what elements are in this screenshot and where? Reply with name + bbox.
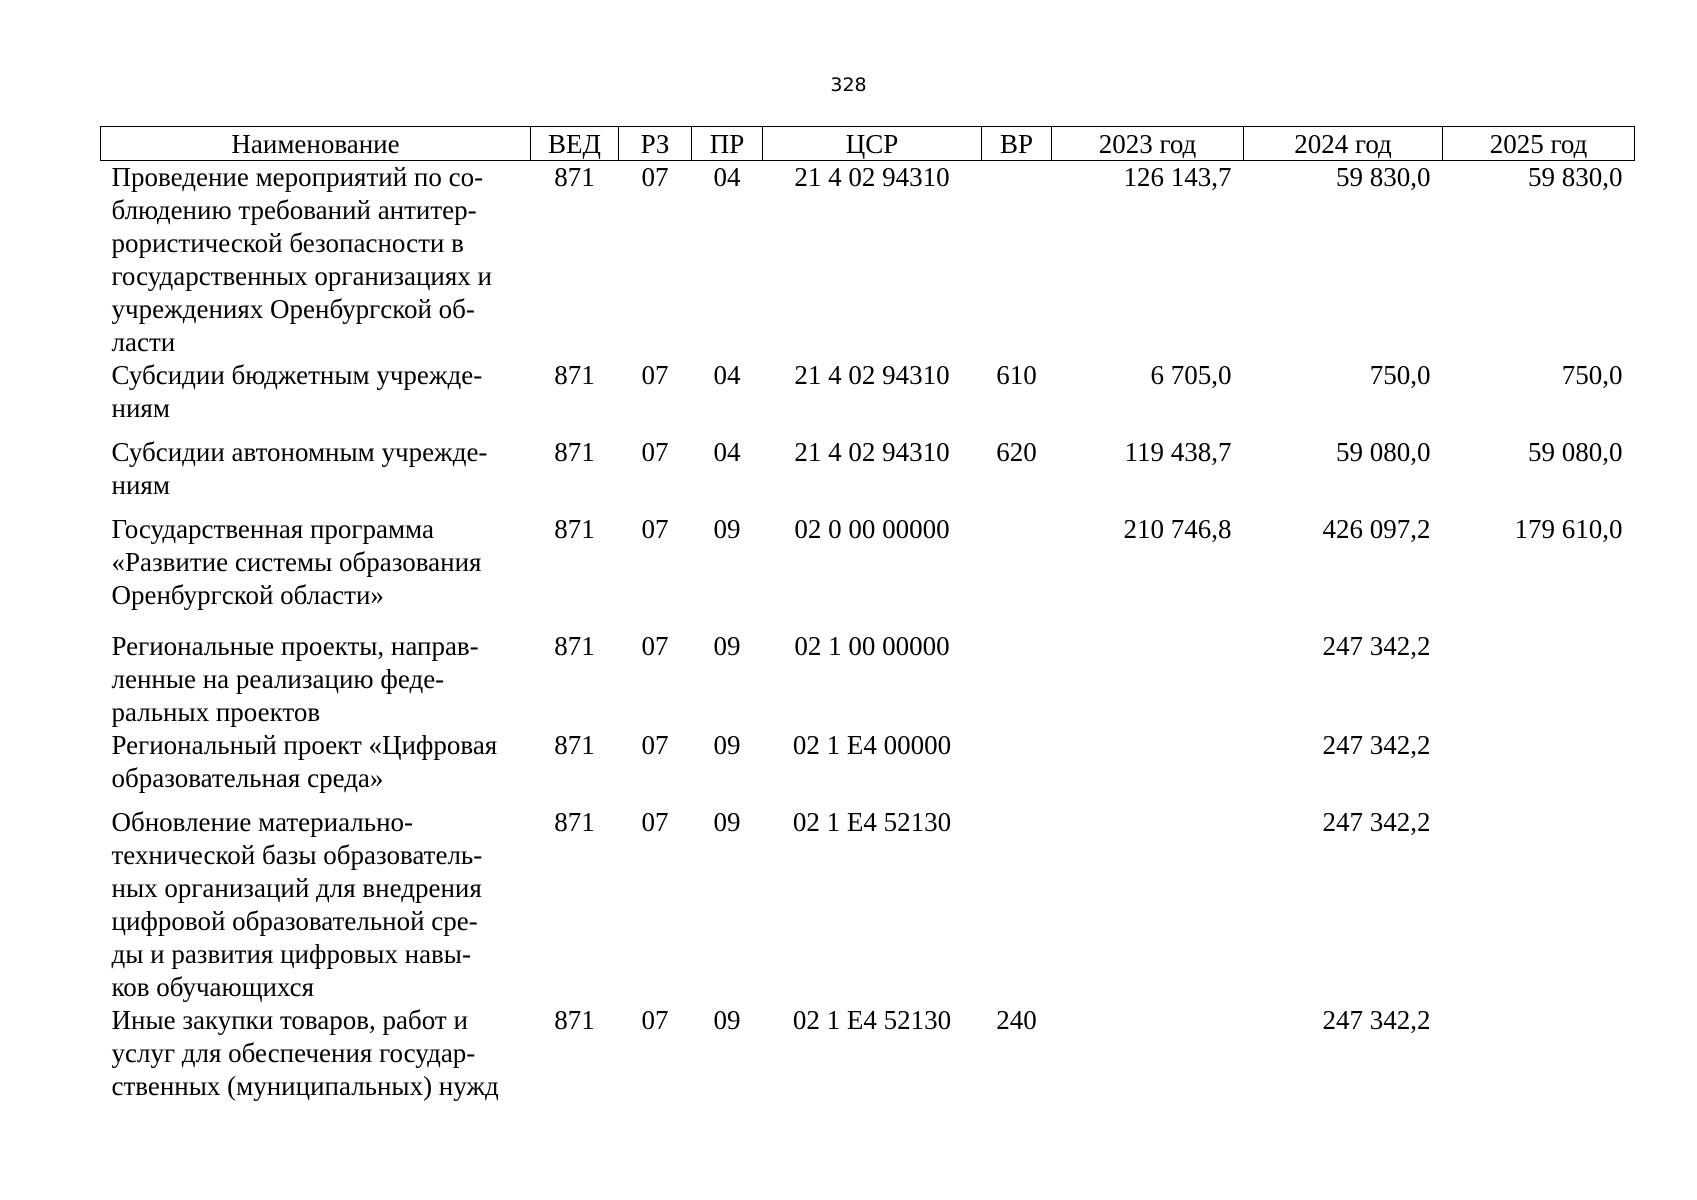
- row-csr: 02 0 00 00000: [794, 514, 950, 544]
- row-rz: 07: [641, 730, 669, 760]
- row-name-line: услуг для обеспечения государ-: [111, 1038, 476, 1068]
- table-row: [101, 359, 1635, 436]
- row-rz: 07: [641, 437, 669, 467]
- row-name-line: ленные на реализацию феде-: [111, 664, 445, 694]
- row-name-line: Субсидии автономным учрежде-: [111, 437, 488, 467]
- row-2025: [1443, 630, 1635, 729]
- row-name-line: Обновление материально-: [111, 807, 414, 837]
- row-name-line: Иные закупки товаров, работ и: [111, 1005, 468, 1035]
- row-name-line: ды и развития цифровых навы-: [111, 939, 471, 969]
- row-csr: 02 1 00 00000: [794, 631, 950, 661]
- row-ved: 871: [554, 437, 595, 467]
- row-name-line: ниям: [111, 470, 170, 500]
- row-2024: 247 342,2: [1322, 631, 1431, 661]
- row-name-line: ласти: [111, 327, 176, 357]
- table-row: [101, 630, 1635, 729]
- row-2025: [1443, 1004, 1635, 1103]
- row-2024: 247 342,2: [1322, 730, 1431, 760]
- row-2025: 179 610,0: [1514, 514, 1623, 544]
- header-2024: 2024 год: [1244, 127, 1443, 161]
- row-rz: 07: [641, 807, 669, 837]
- row-name-line: учреждениях Оренбургской об-: [111, 294, 475, 324]
- row-2024: 247 342,2: [1322, 807, 1431, 837]
- row-vr: [982, 513, 1052, 630]
- row-name-line: Региональный проект «Цифровая: [111, 730, 498, 760]
- row-name-line: Оренбургской области»: [111, 580, 384, 610]
- page-number: 328: [830, 74, 867, 96]
- row-2024: 247 342,2: [1322, 1005, 1431, 1035]
- row-name-line: ных организаций для внедрения: [111, 873, 482, 903]
- row-name-line: государственных организациях и: [111, 261, 492, 291]
- row-name-line: «Развитие системы образования: [111, 547, 482, 577]
- table-row: [101, 513, 1635, 630]
- row-vr: 610: [996, 360, 1037, 390]
- row-ved: 871: [554, 162, 595, 192]
- table-row: [101, 161, 1635, 360]
- row-name: [101, 1004, 531, 1103]
- row-vr: [982, 630, 1052, 729]
- table-header-row: [101, 127, 1635, 161]
- row-name: [101, 513, 531, 630]
- row-2023: 210 746,8: [1123, 514, 1232, 544]
- row-2025: [1443, 806, 1635, 1004]
- row-2024: 750,0: [1369, 360, 1431, 390]
- row-rz: 07: [641, 631, 669, 661]
- row-rz: 07: [641, 1005, 669, 1035]
- row-ved: 871: [554, 360, 595, 390]
- row-pr: 09: [713, 1005, 741, 1035]
- row-csr: 21 4 02 94310: [794, 162, 950, 192]
- row-pr: 09: [713, 514, 741, 544]
- header-2025: 2025 год: [1443, 127, 1635, 161]
- header-pr: ПР: [692, 127, 763, 161]
- row-csr: 02 1 Е4 00000: [792, 730, 952, 760]
- row-vr: [982, 161, 1052, 360]
- row-rz: 07: [641, 162, 669, 192]
- row-2023: 126 143,7: [1123, 162, 1232, 192]
- header-csr: ЦСР: [763, 127, 982, 161]
- row-2025: 59 830,0: [1528, 162, 1623, 192]
- row-ved: 871: [554, 514, 595, 544]
- header-2023: 2023 год: [1052, 127, 1244, 161]
- table-row: [101, 729, 1635, 806]
- row-csr: 21 4 02 94310: [794, 437, 950, 467]
- row-csr: 02 1 Е4 52130: [792, 807, 952, 837]
- row-name-line: ственных (муниципальных) нужд: [111, 1071, 499, 1101]
- row-2025: 59 080,0: [1528, 437, 1623, 467]
- row-name-line: цифровой образовательной сре-: [111, 906, 478, 936]
- header-name: Наименование: [101, 127, 531, 161]
- row-2025: 750,0: [1561, 360, 1623, 390]
- row-ved: 871: [554, 1005, 595, 1035]
- header-ved: ВЕД: [531, 127, 619, 161]
- row-ved: 871: [554, 730, 595, 760]
- row-vr: 620: [996, 437, 1037, 467]
- row-2023: [1052, 1004, 1244, 1103]
- row-rz: 07: [641, 360, 669, 390]
- row-csr: 02 1 Е4 52130: [792, 1005, 952, 1035]
- row-name-line: технической базы образователь-: [111, 840, 483, 870]
- row-name: [101, 161, 531, 360]
- row-2023: [1052, 806, 1244, 1004]
- row-name-line: ков обучающихся: [111, 972, 315, 1002]
- row-2024: 59 830,0: [1336, 162, 1431, 192]
- row-pr: 04: [713, 360, 741, 390]
- table-row: [101, 436, 1635, 513]
- row-name: [101, 630, 531, 729]
- row-vr: [982, 806, 1052, 1004]
- row-2023: [1052, 630, 1244, 729]
- table-row: [101, 1004, 1635, 1103]
- row-name-line: Проведение мероприятий по со-: [111, 162, 484, 192]
- row-vr: 240: [996, 1005, 1037, 1035]
- row-name-line: Субсидии бюджетным учрежде-: [111, 360, 483, 390]
- row-name: [101, 729, 531, 806]
- row-pr: 09: [713, 807, 741, 837]
- row-2023: [1052, 729, 1244, 806]
- row-name-line: рористической безопасности в: [111, 228, 464, 258]
- row-2025: [1443, 729, 1635, 806]
- row-ved: 871: [554, 807, 595, 837]
- row-2023: 6 705,0: [1150, 360, 1232, 390]
- row-name-line: образовательная среда»: [111, 763, 384, 793]
- row-name-line: Государственная программа: [111, 514, 434, 544]
- row-pr: 04: [713, 162, 741, 192]
- row-pr: 09: [713, 631, 741, 661]
- row-name-line: Региональные проекты, направ-: [111, 631, 479, 661]
- header-vr: ВР: [982, 127, 1052, 161]
- row-rz: 07: [641, 514, 669, 544]
- row-name: [101, 359, 531, 436]
- row-2023: 119 438,7: [1124, 437, 1232, 467]
- row-csr: 21 4 02 94310: [794, 360, 950, 390]
- row-vr: [982, 729, 1052, 806]
- row-name: [101, 806, 531, 1004]
- row-ved: 871: [554, 631, 595, 661]
- row-2024: 426 097,2: [1322, 514, 1431, 544]
- table-row: [101, 806, 1635, 1004]
- row-name: [101, 436, 531, 513]
- row-name-line: ральных проектов: [111, 697, 321, 727]
- row-2024: 59 080,0: [1336, 437, 1431, 467]
- header-rz: РЗ: [619, 127, 692, 161]
- row-name-line: ниям: [111, 393, 170, 423]
- row-pr: 04: [713, 437, 741, 467]
- budget-table: [100, 126, 1635, 1103]
- row-pr: 09: [713, 730, 741, 760]
- row-name-line: блюдению требований антитер-: [111, 195, 477, 225]
